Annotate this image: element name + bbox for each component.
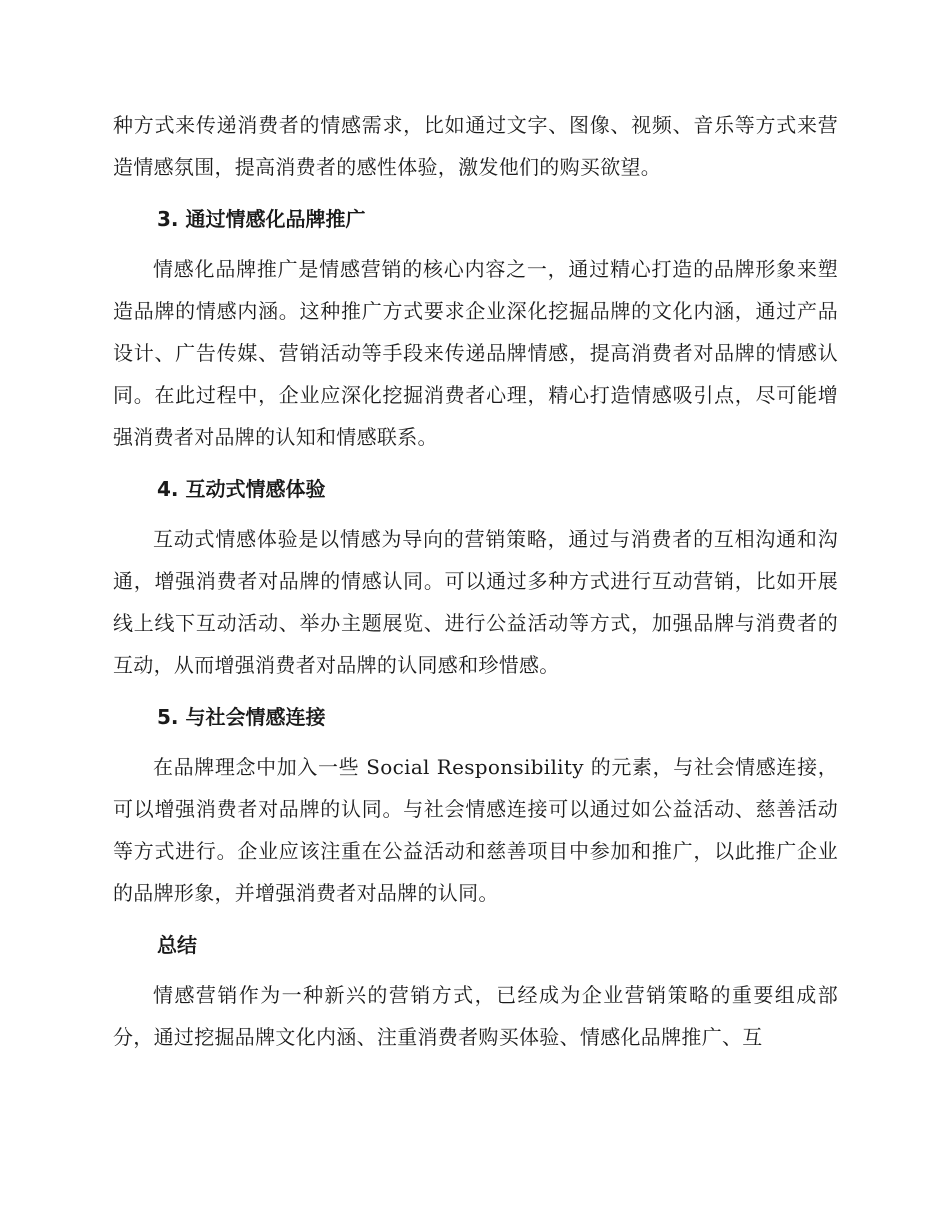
section-5-heading: 5. 与社会情感连接 — [157, 705, 326, 729]
document-page — [113, 104, 838, 1058]
summary-paragraph: 情感营销作为一种新兴的营销方式，已经成为企业营销策略的重要组成部分，通过挖掘品牌文化内涵、注重消费者购买体验、情感化品牌推广、互 — [113, 983, 838, 1049]
summary-heading: 总结 — [157, 933, 197, 957]
section-4-heading: 4. 互动式情感体验 — [157, 477, 326, 501]
section-5-paragraph: 在品牌理念中加入一些 Social Responsibility 的元素，与社会情感连接，可以增强消费者对品牌的认同。与社会情感连接可以通过如公益活动、慈善活动等方式进行。企业应该注重在公益活动和慈善项目中参加和推广，以此推广企业的品牌形象，并增强消费者对品牌的认同。 — [113, 755, 838, 905]
section-4-paragraph: 互动式情感体验是以情感为导向的营销策略，通过与消费者的互相沟通和沟通，增强消费者对品牌的情感认同。可以通过多种方式进行互动营销，比如开展线上线下互动活动、举办主题展览、进行公益活动等方式，加强品牌与消费者的互动，从而增强消费者对品牌的认同感和珍惜感。 — [113, 527, 838, 677]
intro-paragraph: 种方式来传递消费者的情感需求，比如通过文字、图像、视频、音乐等方式来营造情感氛围，提高消费者的感性体验，激发他们的购买欲望。 — [113, 113, 838, 179]
section-3-paragraph: 情感化品牌推广是情感营销的核心内容之一，通过精心打造的品牌形象来塑造品牌的情感内涵。这种推广方式要求企业深化挖掘品牌的文化内涵，通过产品设计、广告传媒、营销活动等手段来传递品牌情感，提高消费者对品牌的情感认同。在此过程中，企业应深化挖掘消费者心理，精心打造情感吸引点，尽可能增强消费者对品牌的认知和情感联系。 — [113, 257, 838, 449]
section-3-heading: 3. 通过情感化品牌推广 — [157, 207, 366, 231]
